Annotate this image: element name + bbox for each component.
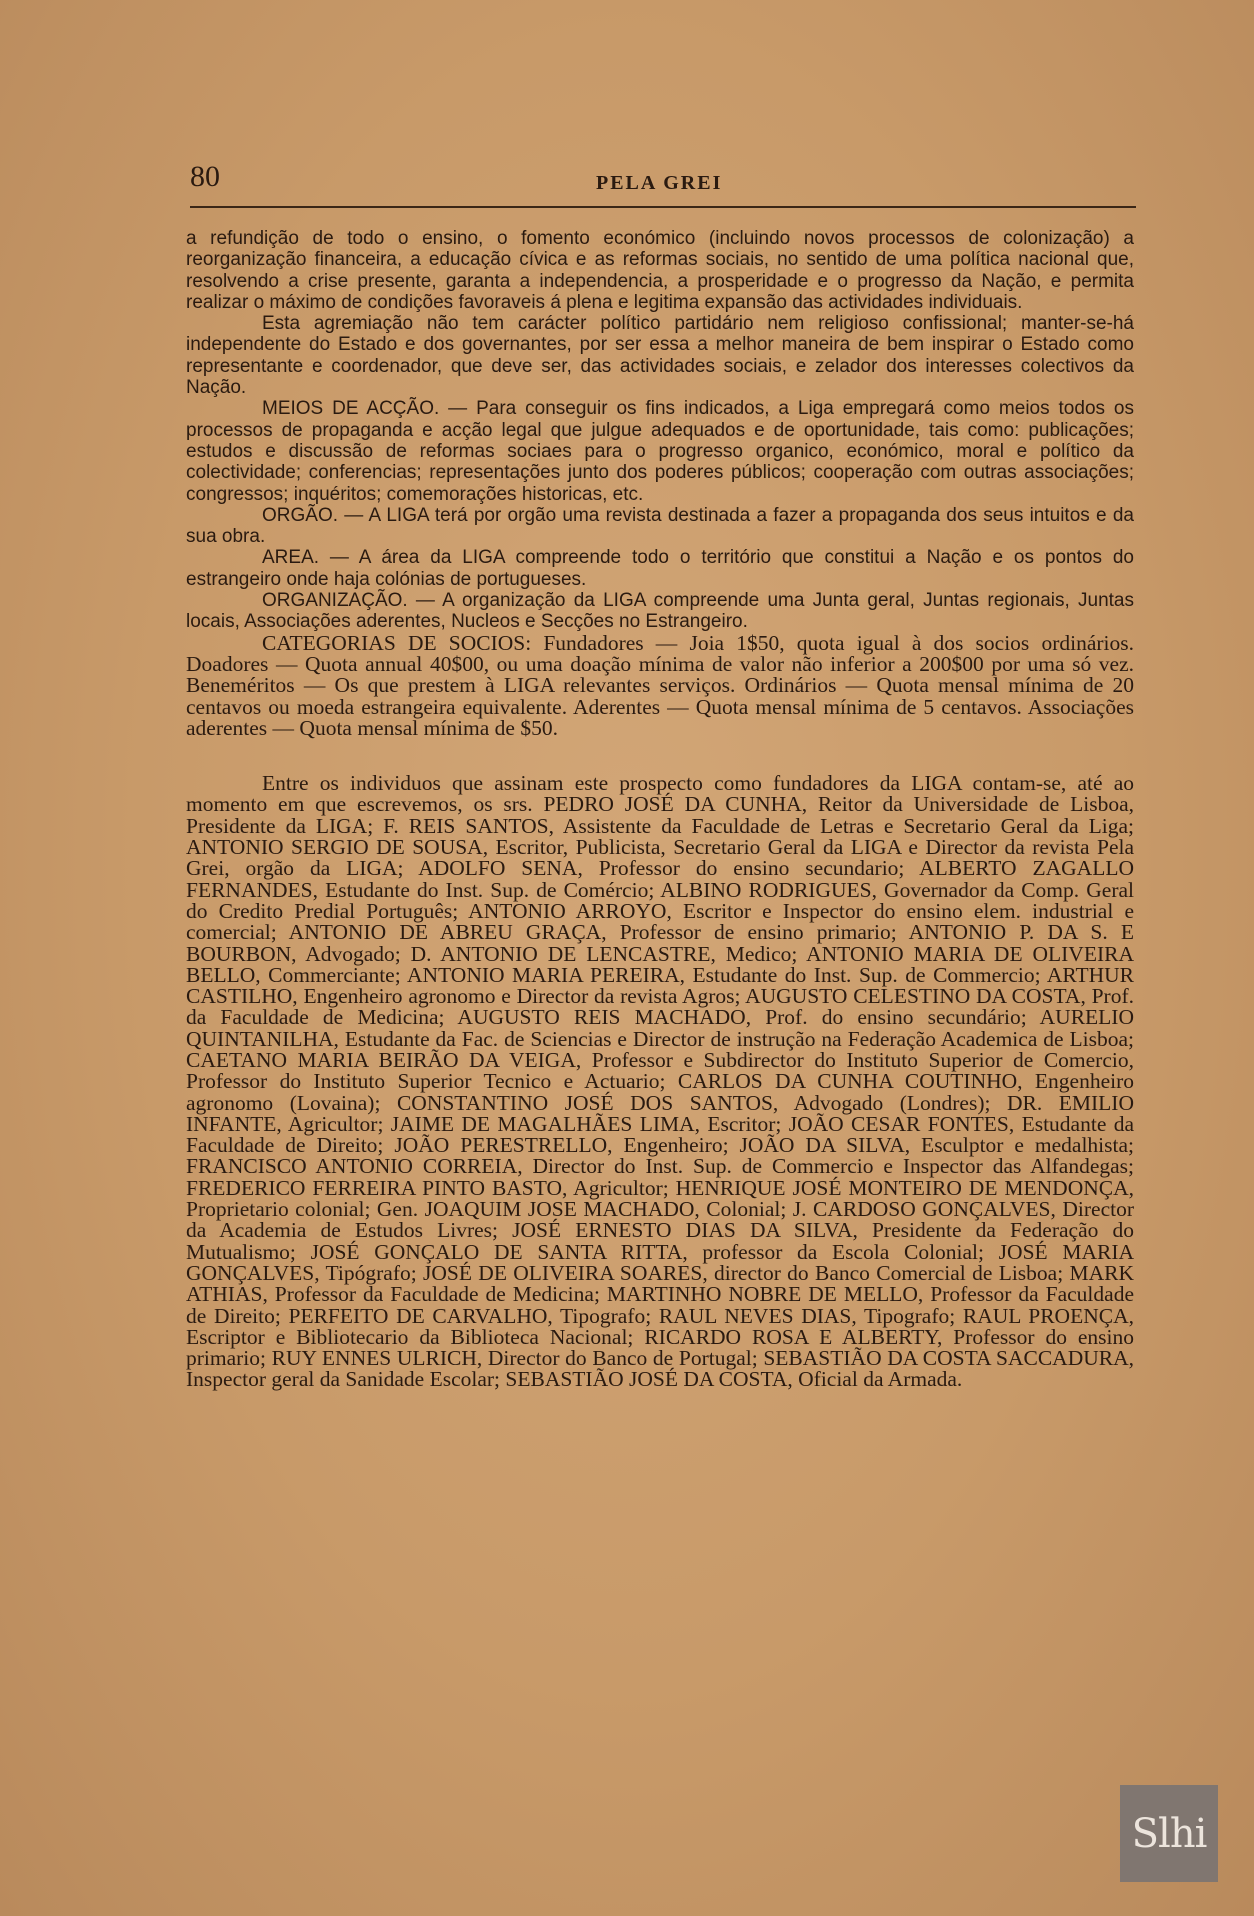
page-header (186, 160, 1136, 200)
page-number: 80 (190, 160, 220, 193)
paragraph-agremiacao: Esta agremiação não tem carácter político partidário nem religioso confissional; manter-se-há independente do Estado e dos governantes, por ser essa a melhor maneira de bem inspirar o Estado como representante e coordenador, que deve ser, das actividades sociais, e zelador dos interesses colectivos da Nação. (186, 313, 1134, 399)
paragraph-fundadores-list: Entre os individuos que assinam este prospecto como fundadores da LIGA contam-se, até ao momento em que escrevemos, os srs. PEDRO JOSÉ DA CUNHA, Reitor da Universidade de Lisboa, Presidente da LIGA; F. REIS SANTOS, Assistente da Faculdade de Letras e Secretario Geral da Liga; ANTONIO SERGIO DE SOUSA, Escritor, Publicista, Secretario Geral da LIGA e Director da revista Pela Grei, orgão da LIGA; ADOLFO SENA, Professor do ensino secundario; ALBERTO ZAGALLO FERNANDES, Estudante do Inst. Sup. de Comércio; ALBINO RODRIGUES, Governador da Comp. Geral do Credito Predial Português; ANTONIO ARROYO, Escritor e Inspector do ensino elem. industrial e comercial; ANTONIO DE ABREU GRAÇA, Professor de ensino primario; ANTONIO P. DA S. E BOURBON, Advogado; D. ANTONIO DE LENCASTRE, Medico; ANTONIO MARIA DE OLIVEIRA BELLO, Commerciante; ANTONIO MARIA PEREIRA, Estudante do Inst. Sup. de Commercio; ARTHUR CASTILHO, Engenheiro agronomo e Director da revista Agros; AUGUSTO CELESTINO DA COSTA, Prof. da Faculdade de Medicina; AUGUSTO REIS MACHADO, Prof. do ensino secundário; AURELIO QUINTANILHA, Estudante da Fac. de Sciencias e Director de instrução na Federação Academica de Lisboa; CAETANO MARIA BEIRÃO DA VEIGA, Professor e Subdirector do Instituto Superior de Comercio, Professor do Instituto Superior Tecnico e Actuario; CARLOS DA CUNHA COUTINHO, Engenheiro agronomo (Lovaina); CONSTANTINO JOSÉ DOS SANTOS, Advogado (Londres); DR. EMILIO INFANTE, Agricultor; JAIME DE MAGALHÃES LIMA, Escritor; JOÃO CESAR FONTES, Estudante da Faculdade de Direito; JOÃO PERESTRELLO, Engenheiro; JOÃO DA SILVA, Esculptor e medalhista; FRANCISCO ANTONIO CORREIA, Director do Inst. Sup. de Commercio e Inspector das Alfandegas; FREDERICO FERREIRA PINTO BASTO, Agricultor; HENRIQUE JOSÉ MONTEIRO DE MENDONÇA, Proprietario colonial; Gen. JOAQUIM JOSE MACHADO, Colonial; J. CARDOSO GONÇALVES, Director da Academia de Estudos Livres; JOSÉ ERNESTO DIAS DA SILVA, Presidente da Federação do Mutualismo; JOSÉ GONÇALO DE SANTA RITTA, professor da Escola Colonial; JOSÉ MARIA GONÇALVES, Tipógrafo; JOSÉ DE OLIVEIRA SOARES, director do Banco Comercial de Lisboa; MARK ATHIAS, Professor da Faculdade de Medicina; MARTINHO NOBRE DE MELLO, Professor da Faculdade de Direito; PERFEITO DE CARVALHO, Tipografo; RAUL NEVES DIAS, Tipografo; RAUL PROENÇA, Escriptor e Bibliotecario da Biblioteca Nacional; RICARDO ROSA E ALBERTY, Professor do ensino primario; RUY ENNES ULRICH, Director do Banco de Portugal; SEBASTIÃO DA COSTA SACCADURA, Inspector geral da Sanidade Escolar; SEBASTIÃO JOSÉ DA COSTA, Oficial da Armada. (186, 771, 1134, 1392)
paragraph-gap (186, 739, 1134, 773)
paragraph-orgao: ORGÃO. — A LIGA terá por orgão uma revista destinada a fazer a propaganda dos seus intuitos e da sua obra. (186, 504, 1134, 548)
logo-text: Slhi (1131, 1810, 1207, 1857)
library-logo (1120, 1785, 1218, 1882)
paragraph-area: AREA. — A área da LIGA compreende todo o território que constitui a Nação e os pontos do estrangeiro onde haja colónias de portugueses. (186, 547, 1134, 590)
running-title: PELA GREI (596, 172, 723, 194)
paragraph-fins: a refundição de todo o ensino, o fomento económico (incluindo novos processos de colonização) a reorganização financeira, a educação cívica e as reformas sociais, no sentido de uma política nacional que, resolvendo a crise presente, garanta a independencia, a prosperidade e o progresso da Nação, e permita realizar o máximo de condições favoraveis á plena e legitima expansão das actividades individuais. (186, 228, 1134, 313)
document-body (186, 228, 1134, 1391)
paragraph-categorias-de-socios: CATEGORIAS DE SOCIOS: Fundadores — Joia 1$50, quota igual à dos socios ordinários. Doadores — Quota annual 40$00, ou uma doação mínima de valor não inferior a 200$00 por uma só vez. Beneméritos — Os que prestem à LIGA relevantes serviços. Ordinários — Quota mensal mínima de 20 centavos ou moeda estrangeira equivalente. Aderentes — Quota mensal mínima de 5 centavos. Associações aderentes — Quota mensal mínima de $50. (186, 630, 1134, 740)
paragraph-meios-de-accao: MEIOS DE ACÇÃO. — Para conseguir os fins indicados, a Liga empregará como meios todos os processos de propaganda e acção legal que julgue adequados e de oportunidade, tais como: publicações; estudos e discussão de reformas sociaes para o progresso organico, económico, moral e político da colectividade; conferencias; representações junto dos poderes públicos; cooperação com outras associações; congressos; inquéritos; comemorações historicas, etc. (186, 398, 1134, 505)
header-rule (190, 206, 1136, 208)
paragraph-organizacao: ORGANIZAÇÃO. — A organização da LIGA compreende uma Junta geral, Juntas regionais, Juntas locais, Associações aderentes, Nucleos e Secções no Estrangeiro. (186, 590, 1134, 633)
